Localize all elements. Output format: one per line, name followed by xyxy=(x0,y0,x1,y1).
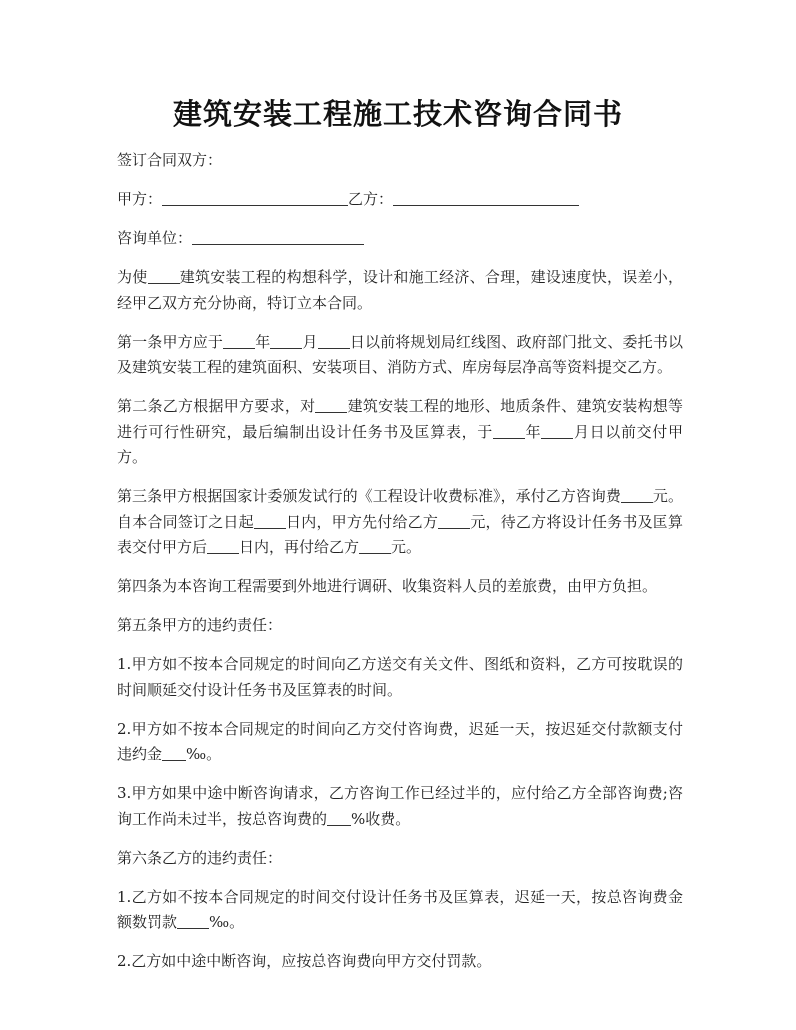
article-6-item-2: 2.乙方如中途中断咨询，应按总咨询费向甲方交付罚款。 xyxy=(117,952,492,970)
article-3-text: 日内，再付给乙方 xyxy=(239,538,360,556)
intro-paragraph xyxy=(117,265,683,316)
party-a-blank xyxy=(162,190,348,206)
parties-line xyxy=(117,187,683,213)
article-1-text: 月 xyxy=(302,332,318,351)
article-1-text: 年 xyxy=(255,332,271,351)
article-4: 第四条为本咨询工程需要到外地进行调研、收集资料人员的差旅费，由甲方负担。 xyxy=(117,577,658,595)
intro-text-1: 为使 xyxy=(117,268,148,286)
article-2-project-blank xyxy=(315,397,347,413)
article-3-second-payment-blank xyxy=(359,538,391,554)
party-a-label: 甲方： xyxy=(117,190,163,208)
fine-rate-blank xyxy=(177,913,209,929)
article-3-days2-blank xyxy=(207,538,239,554)
article-2-text: 年 xyxy=(524,422,542,441)
article-3-text: 元。自本合同签订之日起 xyxy=(117,487,683,531)
article-5-item-2 xyxy=(117,717,683,768)
article-6-heading: 第六条乙方的违约责任： xyxy=(117,848,283,867)
article-5-item-3 xyxy=(117,781,683,832)
project-name-blank xyxy=(148,268,180,284)
intro-text-2: 建筑安装工程的构想科学，设计和施工经济、合理，建设速度快，误差小，经甲乙双方充分协商，特订立本合同。 xyxy=(117,268,683,312)
article-3-first-payment-blank xyxy=(438,513,470,529)
article-2 xyxy=(117,394,683,471)
article-5-item-1: 1.甲方如不按本合同规定的时间向乙方送交有关文件、图纸和资料，乙方可按耽误的时间顺延交付设计任务书及匡算表的时间。 xyxy=(117,655,683,699)
article-1 xyxy=(117,330,683,381)
fee-percent-blank xyxy=(327,810,351,826)
article-3-text: 日内，甲方先付给乙方 xyxy=(285,512,439,531)
article-1-year-blank xyxy=(223,333,255,349)
article-5-item-3-text: %收费。 xyxy=(351,809,411,828)
document-body xyxy=(117,148,683,988)
document-title: 建筑安装工程施工技术咨询合同书 xyxy=(172,97,623,131)
article-3-text: 元。 xyxy=(391,538,422,556)
article-3-text: 元，待乙方将设计任务书及匡算表交付甲方后 xyxy=(117,512,683,556)
article-3-days-blank xyxy=(254,513,286,529)
article-6-item-1-text: 1.乙方如不按本合同规定的时间交付设计任务书及匡算表，迟延一天，按总咨询费金额数罚款 xyxy=(117,887,683,931)
article-2-text: 第二条乙方根据甲方要求，对 xyxy=(117,397,316,415)
article-2-text: 建筑安装工程的地形、地质条件、建筑安装构想等进行可行性研究，最后编制出设计任务书及匡算表，于 xyxy=(117,397,683,441)
article-3-fee-blank xyxy=(621,487,653,503)
article-3-text: 第三条甲方根据国家计委颁发试行的《工程设计收费标准》，承付乙方咨询费 xyxy=(117,487,621,505)
article-5-heading: 第五条甲方的违约责任： xyxy=(117,616,283,634)
sign-parties-line: 签订合同双方： xyxy=(117,151,223,169)
article-5-item-2-text: ‰。 xyxy=(186,745,222,763)
article-2-text: 月日以前交付甲方。 xyxy=(117,422,683,466)
article-1-text: 第一条甲方应于 xyxy=(117,332,224,351)
article-6-item-1-text: ‰。 xyxy=(209,913,245,931)
article-1-day-blank xyxy=(318,333,350,349)
party-b-blank xyxy=(393,190,579,206)
article-3 xyxy=(117,484,683,561)
article-5-item-2-text: 2.甲方如不按本合同规定的时间向乙方交付咨询费，迟延一天，按迟延交付款额支付违约金 xyxy=(117,719,683,763)
penalty-rate-blank xyxy=(162,745,186,761)
party-b-label: 乙方： xyxy=(348,190,394,208)
article-1-month-blank xyxy=(270,333,302,349)
consult-unit-blank xyxy=(192,229,364,245)
article-1-text: 日以前将规划局红线图、政府部门批文、委托书以及建筑安装工程的建筑面积、安装项目、消防方式、库房每层净高等资料提交乙方。 xyxy=(117,332,683,376)
consult-unit-line xyxy=(117,226,683,252)
article-2-year-blank xyxy=(493,423,525,439)
article-6-item-1 xyxy=(117,885,683,936)
consult-unit-label: 咨询单位： xyxy=(117,229,193,247)
article-5-item-3-text: 3.甲方如果中途中断咨询请求，乙方咨询工作已经过半的，应付给乙方全部咨询费;咨询工作尚未过半，按总咨询费的 xyxy=(117,784,683,828)
article-2-month-blank xyxy=(541,423,573,439)
